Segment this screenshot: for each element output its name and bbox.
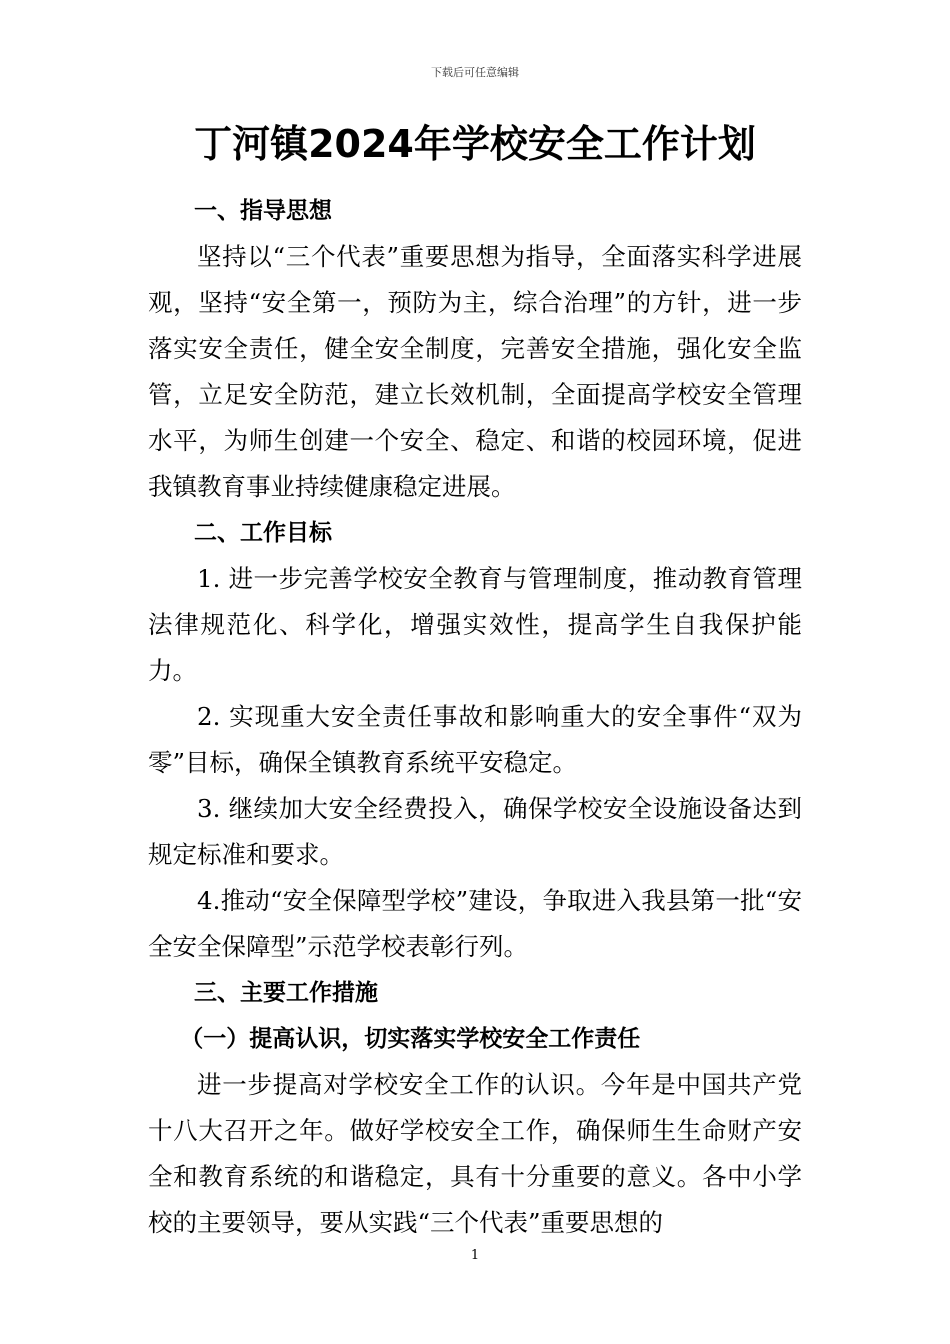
- paragraph-measures-1: 进一步提高对学校安全工作的认识。今年是中国共产党十八大召开之年。做好学校安全工作，确保师生生命财产安全和教育系统的和谐稳定，具有十分重要的意义。各中小学校的主要领导，要从实践“三个代表”重要思想的: [148, 1070, 802, 1237]
- subsection-heading-1: （一）提高认识，切实落实学校安全工作责任: [180, 1026, 641, 1052]
- section-heading-work-goals: 二、工作目标: [194, 520, 332, 546]
- goal-item-2: 2. 实现重大安全责任事故和影响重大的安全事件“双为零”目标，确保全镇教育系统平安稳定。: [148, 702, 802, 777]
- page-number: 1: [470, 1248, 480, 1263]
- header-note: 下载后可任意编辑: [431, 66, 519, 79]
- paragraph-guiding-ideology: 坚持以“三个代表”重要思想为指导，全面落实科学进展观，坚持“安全第一，预防为主，综合治理”的方针，进一步落实安全责任，健全安全制度，完善安全措施，强化安全监管，立足安全防范，建立长效机制，全面提高学校安全管理水平，为师生创建一个安全、稳定、和谐的校园环境，促进我镇教育事业持续健康稳定进展。: [148, 242, 802, 501]
- page-title: 丁河镇2024年学校安全工作计划: [194, 122, 756, 166]
- document-body: [148, 188, 802, 1246]
- goal-item-1: 1. 进一步完善学校安全教育与管理制度，推动教育管理法律规范化、科学化，增强实效性，提高学生自我保护能力。: [148, 564, 802, 685]
- goal-item-4: 4.推动“安全保障型学校”建设，争取进入我县第一批“安全安全保障型”示范学校表彰行列。: [148, 886, 802, 961]
- goal-item-3: 3. 继续加大安全经费投入，确保学校安全设施设备达到规定标准和要求。: [148, 794, 802, 869]
- section-heading-guiding-ideology: 一、指导思想: [194, 198, 332, 224]
- section-heading-main-measures: 三、主要工作措施: [194, 980, 378, 1006]
